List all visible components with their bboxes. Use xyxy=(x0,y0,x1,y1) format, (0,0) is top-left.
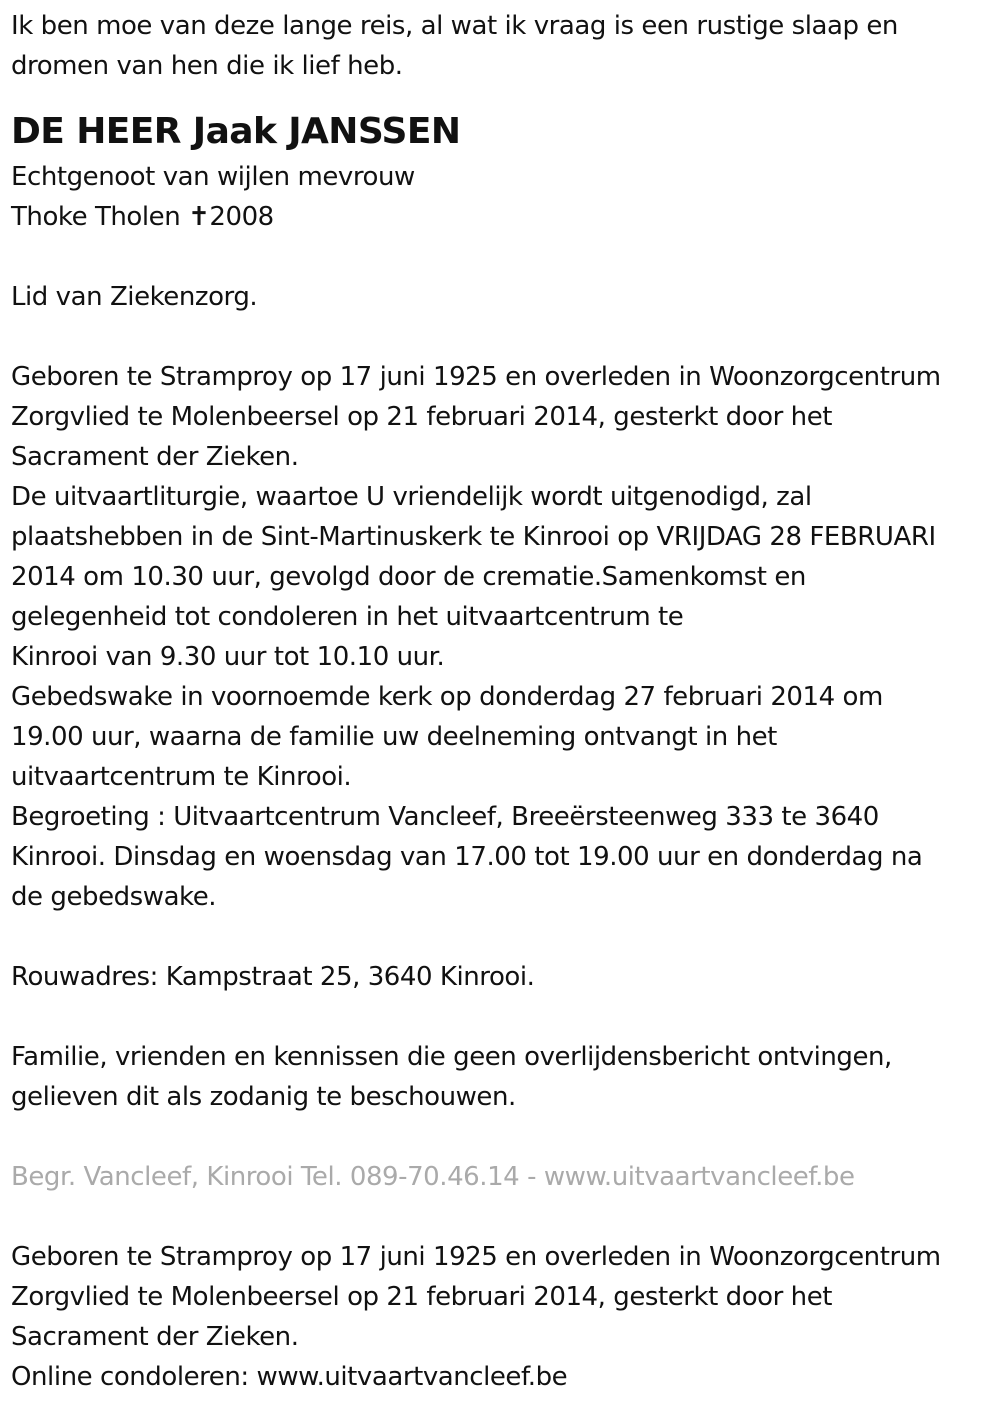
details-line: 19.00 uur, waarna de familie uw deelneming ontvangt in het xyxy=(11,722,777,752)
details-line: 2014 om 10.30 uur, gevolgd door de crematie.Samenkomst en xyxy=(11,562,806,592)
mourning-address: Rouwadres: Kampstraat 25, 3640 Kinrooi. xyxy=(11,962,535,992)
repeat-line: Zorgvlied te Molenbeersel op 21 februari 2014, gesterkt door het xyxy=(11,1282,832,1312)
funeral-home-info: Begr. Vancleef, Kinrooi Tel. 089-70.46.14 - www.uitvaartvancleef.be xyxy=(11,1162,855,1192)
details-line: Gebedswake in voornoemde kerk op donderdag 27 februari 2014 om xyxy=(11,682,883,712)
details-line: de gebedswake. xyxy=(11,882,217,912)
cross-icon: ✝ xyxy=(188,202,210,232)
online-condolence-line: Online condoleren: www.uitvaartvancleef.be xyxy=(11,1362,568,1392)
repeat-line: Geboren te Stramproy op 17 juni 1925 en overleden in Woonzorgcentrum xyxy=(11,1242,941,1272)
spacer xyxy=(11,917,990,957)
spacer xyxy=(11,1197,990,1237)
quote-line: Ik ben moe van deze lange reis, al wat ik vraag is een rustige slaap en xyxy=(11,11,898,41)
notice-line: gelieven dit als zodanig te beschouwen. xyxy=(11,1082,516,1112)
spouse-name-line xyxy=(11,197,990,237)
details-line: De uitvaartliturgie, waartoe U vriendelijk wordt uitgenodigd, zal xyxy=(11,482,812,512)
details-line: gelegenheid tot condoleren in het uitvaartcentrum te xyxy=(11,602,684,632)
quote-line: dromen van hen die ik lief heb. xyxy=(11,51,403,81)
details-line: Kinrooi van 9.30 uur tot 10.10 uur. xyxy=(11,642,445,672)
details-line: Zorgvlied te Molenbeersel op 21 februari 2014, gesterkt door het xyxy=(11,402,832,432)
details-line: Geboren te Stramproy op 17 juni 1925 en overleden in Woonzorgcentrum xyxy=(11,362,941,392)
notice-line: Familie, vrienden en kennissen die geen overlijdensbericht ontvingen, xyxy=(11,1042,892,1072)
membership: Lid van Ziekenzorg. xyxy=(11,282,258,312)
spouse-year: 2008 xyxy=(209,202,274,232)
details-line: Kinrooi. Dinsdag en woensdag van 17.00 tot 19.00 uur en donderdag na xyxy=(11,842,923,872)
details-line: plaatshebben in de Sint-Martinuskerk te Kinrooi op VRIJDAG 28 FEBRUARI xyxy=(11,522,936,552)
deceased-name: DE HEER Jaak JANSSEN xyxy=(11,111,461,152)
spacer xyxy=(11,997,990,1037)
spacer xyxy=(11,237,990,277)
spacer xyxy=(11,1117,990,1157)
spacer xyxy=(11,317,990,357)
details-line: Begroeting : Uitvaartcentrum Vancleef, Breeërsteenweg 333 te 3640 xyxy=(11,802,879,832)
details-line: Sacrament der Zieken. xyxy=(11,442,299,472)
spouse-name: Thoke Tholen xyxy=(11,202,181,232)
details-line: uitvaartcentrum te Kinrooi. xyxy=(11,762,352,792)
spouse-line: Echtgenoot van wijlen mevrouw xyxy=(11,162,415,192)
repeat-line: Sacrament der Zieken. xyxy=(11,1322,299,1352)
